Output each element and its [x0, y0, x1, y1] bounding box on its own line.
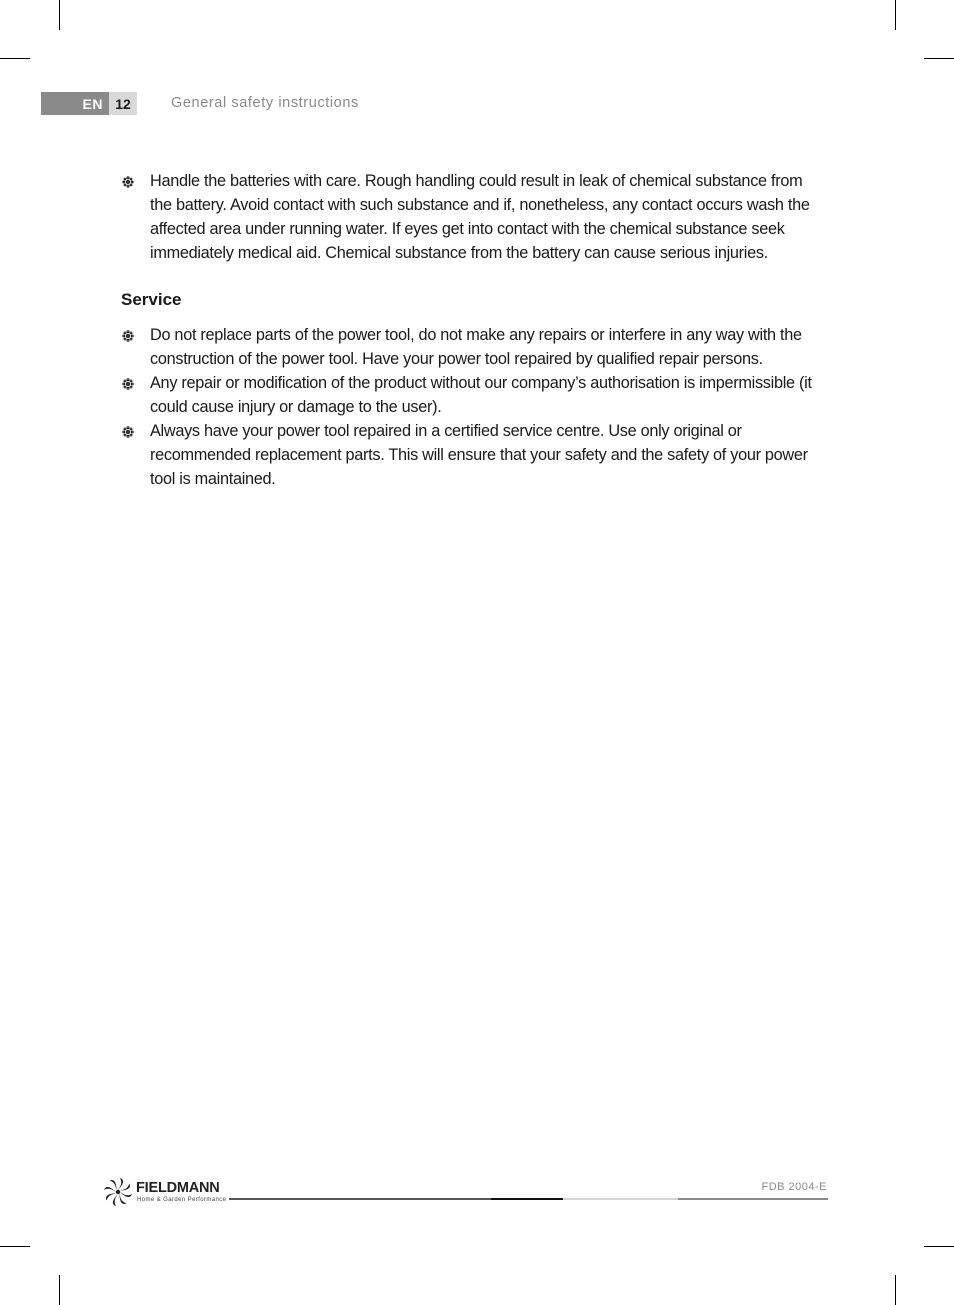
brand-logo — [103, 1177, 227, 1209]
section-title: General safety instructions — [171, 95, 359, 111]
crop-mark — [924, 1246, 954, 1247]
crop-mark — [0, 1246, 30, 1247]
footer-rule — [229, 1198, 491, 1200]
footer-rule — [678, 1198, 828, 1200]
list-item — [121, 169, 821, 265]
list-item — [121, 323, 821, 371]
page-content — [121, 169, 821, 491]
language-tab: EN — [41, 92, 109, 115]
flower-bullet-icon — [122, 176, 134, 188]
page-number: 12 — [109, 92, 137, 115]
crop-mark — [895, 1275, 896, 1305]
crop-mark — [59, 1275, 60, 1305]
flower-bullet-icon — [122, 378, 134, 390]
brand-tagline: Home & Garden Performance — [137, 1197, 227, 1203]
bullet-text: Handle the batteries with care. Rough handling could result in leak of chemical substance from the battery. Avoid contact with such substance and if, nonetheless, any contact occurs wash the affected area under running water. If eyes get into contact with the chemical substance seek immediately medical aid. Chemical substance from the battery can cause serious injuries. — [150, 172, 810, 262]
swirl-logo-icon — [103, 1177, 133, 1207]
crop-mark — [895, 0, 896, 30]
flower-bullet-icon — [122, 330, 134, 342]
list-item — [121, 419, 821, 491]
service-heading: Service — [121, 290, 182, 309]
model-code: FDB 2004-E — [761, 1181, 827, 1193]
flower-bullet-icon — [122, 426, 134, 438]
list-item — [121, 371, 821, 419]
service-bullet-list — [121, 323, 821, 491]
footer-rule — [563, 1198, 678, 1200]
footer-rule — [491, 1198, 563, 1200]
bullet-text: Do not replace parts of the power tool, do not make any repairs or interfere in any way with the construction of the power tool. Have your power tool repaired by qualified repair persons. — [150, 326, 802, 368]
brand-name: FIELDMANN — [136, 1180, 220, 1196]
bullet-text: Always have your power tool repaired in a certified service centre. Use only original or recommended replacement parts. This will ensure that your safety and the safety of your power tool is maintained. — [150, 422, 808, 488]
crop-mark — [0, 58, 30, 59]
crop-mark — [59, 0, 60, 30]
intro-bullet-list — [121, 169, 821, 265]
bullet-text: Any repair or modification of the product without our company’s authorisation is impermissible (it could cause injury or damage to the user). — [150, 374, 812, 416]
crop-mark — [924, 58, 954, 59]
